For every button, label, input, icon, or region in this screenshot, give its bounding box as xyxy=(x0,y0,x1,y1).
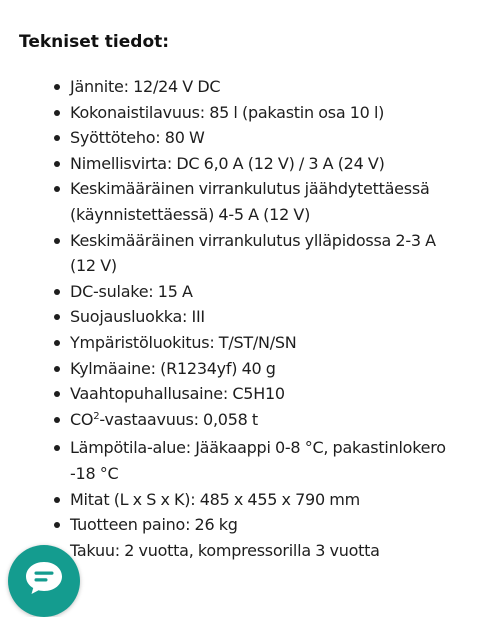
spec-warranty: Takuu: 2 vuotta, kompressorilla 3 vuotta xyxy=(54,538,464,564)
spec-climate-class: Ympäristöluokitus: T/ST/N/SN xyxy=(54,330,464,356)
spec-consumption-cooling: Keskimääräinen virrankulutus jäähdytettäessä (käynnistettäessä) 4-5 A (12 V) xyxy=(54,176,464,227)
spec-consumption-maintenance: Keskimääräinen virrankulutus ylläpidossa 2-3 A (12 V) xyxy=(54,228,464,279)
spec-temperature-range: Lämpötila-alue: Jääkaappi 0-8 °C, pakastinlokero -18 °C xyxy=(54,435,464,486)
spec-blowing-agent: Vaahtopuhallusaine: C5H10 xyxy=(54,381,464,407)
spec-dc-fuse: DC-sulake: 15 A xyxy=(54,279,464,305)
spec-co2-equivalent xyxy=(54,407,464,436)
co2-superscript: 2 xyxy=(93,410,100,422)
co2-prefix: CO xyxy=(70,409,94,429)
spec-total-volume: Kokonaistilavuus: 85 l (pakastin osa 10 l) xyxy=(54,100,464,126)
spec-weight: Tuotteen paino: 26 kg xyxy=(54,512,464,538)
spec-list xyxy=(54,74,464,563)
chat-button[interactable] xyxy=(8,545,80,617)
section-heading: Tekniset tiedot: xyxy=(19,32,170,52)
spec-rated-current: Nimellisvirta: DC 6,0 A (12 V) / 3 A (24 V) xyxy=(54,151,464,177)
spec-input-power: Syöttöteho: 80 W xyxy=(54,125,464,151)
spec-voltage: Jännite: 12/24 V DC xyxy=(54,74,464,100)
co2-suffix: -vastaavuus: 0,058 t xyxy=(99,409,258,429)
chat-bubble-icon xyxy=(24,560,64,596)
spec-protection-class: Suojausluokka: III xyxy=(54,304,464,330)
spec-dimensions: Mitat (L x S x K): 485 x 455 x 790 mm xyxy=(54,487,464,513)
spec-refrigerant: Kylmäaine: (R1234yf) 40 g xyxy=(54,356,464,382)
